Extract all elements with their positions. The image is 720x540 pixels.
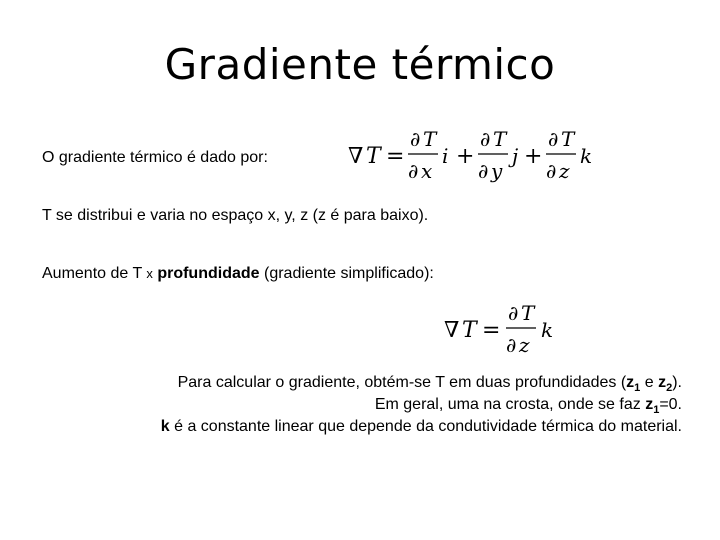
svg-text:i: i xyxy=(442,144,449,168)
svg-text:=: = xyxy=(386,144,405,169)
crust-text-end: =0. xyxy=(659,396,682,413)
k-constant-label: k xyxy=(160,418,170,435)
formula-simplified-svg xyxy=(442,296,562,362)
depth-increase-text xyxy=(42,264,434,284)
z2-letter: z xyxy=(658,374,667,391)
z1-letter: z xyxy=(626,374,635,391)
z1-zero-letter: z xyxy=(645,396,654,413)
crust-text-a: Em geral, uma na crosta, onde se faz xyxy=(374,396,646,413)
svg-text:z: z xyxy=(559,159,570,183)
svg-text:k: k xyxy=(580,144,593,168)
calc-text-mid: e xyxy=(640,374,659,391)
svg-text:∂: ∂ xyxy=(478,159,489,183)
z2-subscript: 2 xyxy=(666,382,673,395)
svg-text:+: + xyxy=(524,144,543,169)
gradient-formula-full xyxy=(346,122,596,192)
svg-text:∂: ∂ xyxy=(508,301,519,325)
svg-text:x: x xyxy=(421,159,433,183)
svg-text:+: + xyxy=(456,144,475,169)
constant-text: é a constante linear que depende da condutividade térmica do material. xyxy=(169,418,682,435)
z1-subscript: 1 xyxy=(634,382,641,395)
formula-full-svg xyxy=(346,122,596,188)
depth-text-bold: profundidade xyxy=(157,265,260,282)
svg-text:T: T xyxy=(493,127,507,151)
svg-text:∇: ∇ xyxy=(348,144,364,169)
svg-text:j: j xyxy=(512,144,519,168)
svg-text:T: T xyxy=(423,127,437,151)
svg-text:z: z xyxy=(519,333,530,357)
z2-label xyxy=(658,374,673,395)
svg-text:T: T xyxy=(561,127,575,151)
constant-paragraph xyxy=(42,416,682,438)
svg-text:∂: ∂ xyxy=(408,159,419,183)
svg-text:T: T xyxy=(462,318,477,343)
depth-text-pre: Aumento de T xyxy=(42,265,147,282)
z1-zero-subscript: 1 xyxy=(653,404,660,417)
calc-text-a: Para calcular o gradiente, obtém-se T em duas profundidades ( xyxy=(177,374,627,391)
depth-text-post: (gradiente simplificado): xyxy=(259,265,434,282)
svg-text:∂: ∂ xyxy=(548,127,559,151)
svg-text:=: = xyxy=(482,318,501,343)
calc-text-end: ). xyxy=(672,374,682,391)
svg-text:T: T xyxy=(366,144,381,169)
svg-text:T: T xyxy=(521,301,535,325)
svg-text:k: k xyxy=(541,318,554,342)
svg-text:∂: ∂ xyxy=(546,159,557,183)
z1-label xyxy=(626,374,641,395)
gradient-intro-text: O gradiente térmico é dado por: xyxy=(42,149,268,166)
svg-text:∂: ∂ xyxy=(480,127,491,151)
svg-text:y: y xyxy=(491,159,503,183)
distribution-text: T se distribui e varia no espaço x, y, z (z é para baixo). xyxy=(42,207,429,224)
z1-zero-label xyxy=(645,396,660,417)
depth-text-x: x xyxy=(146,266,153,281)
svg-text:∂: ∂ xyxy=(506,333,517,357)
slide-title: Gradiente térmico xyxy=(164,40,556,89)
gradient-formula-simplified xyxy=(442,296,562,366)
svg-text:∂: ∂ xyxy=(410,127,421,151)
svg-text:∇: ∇ xyxy=(444,318,460,343)
